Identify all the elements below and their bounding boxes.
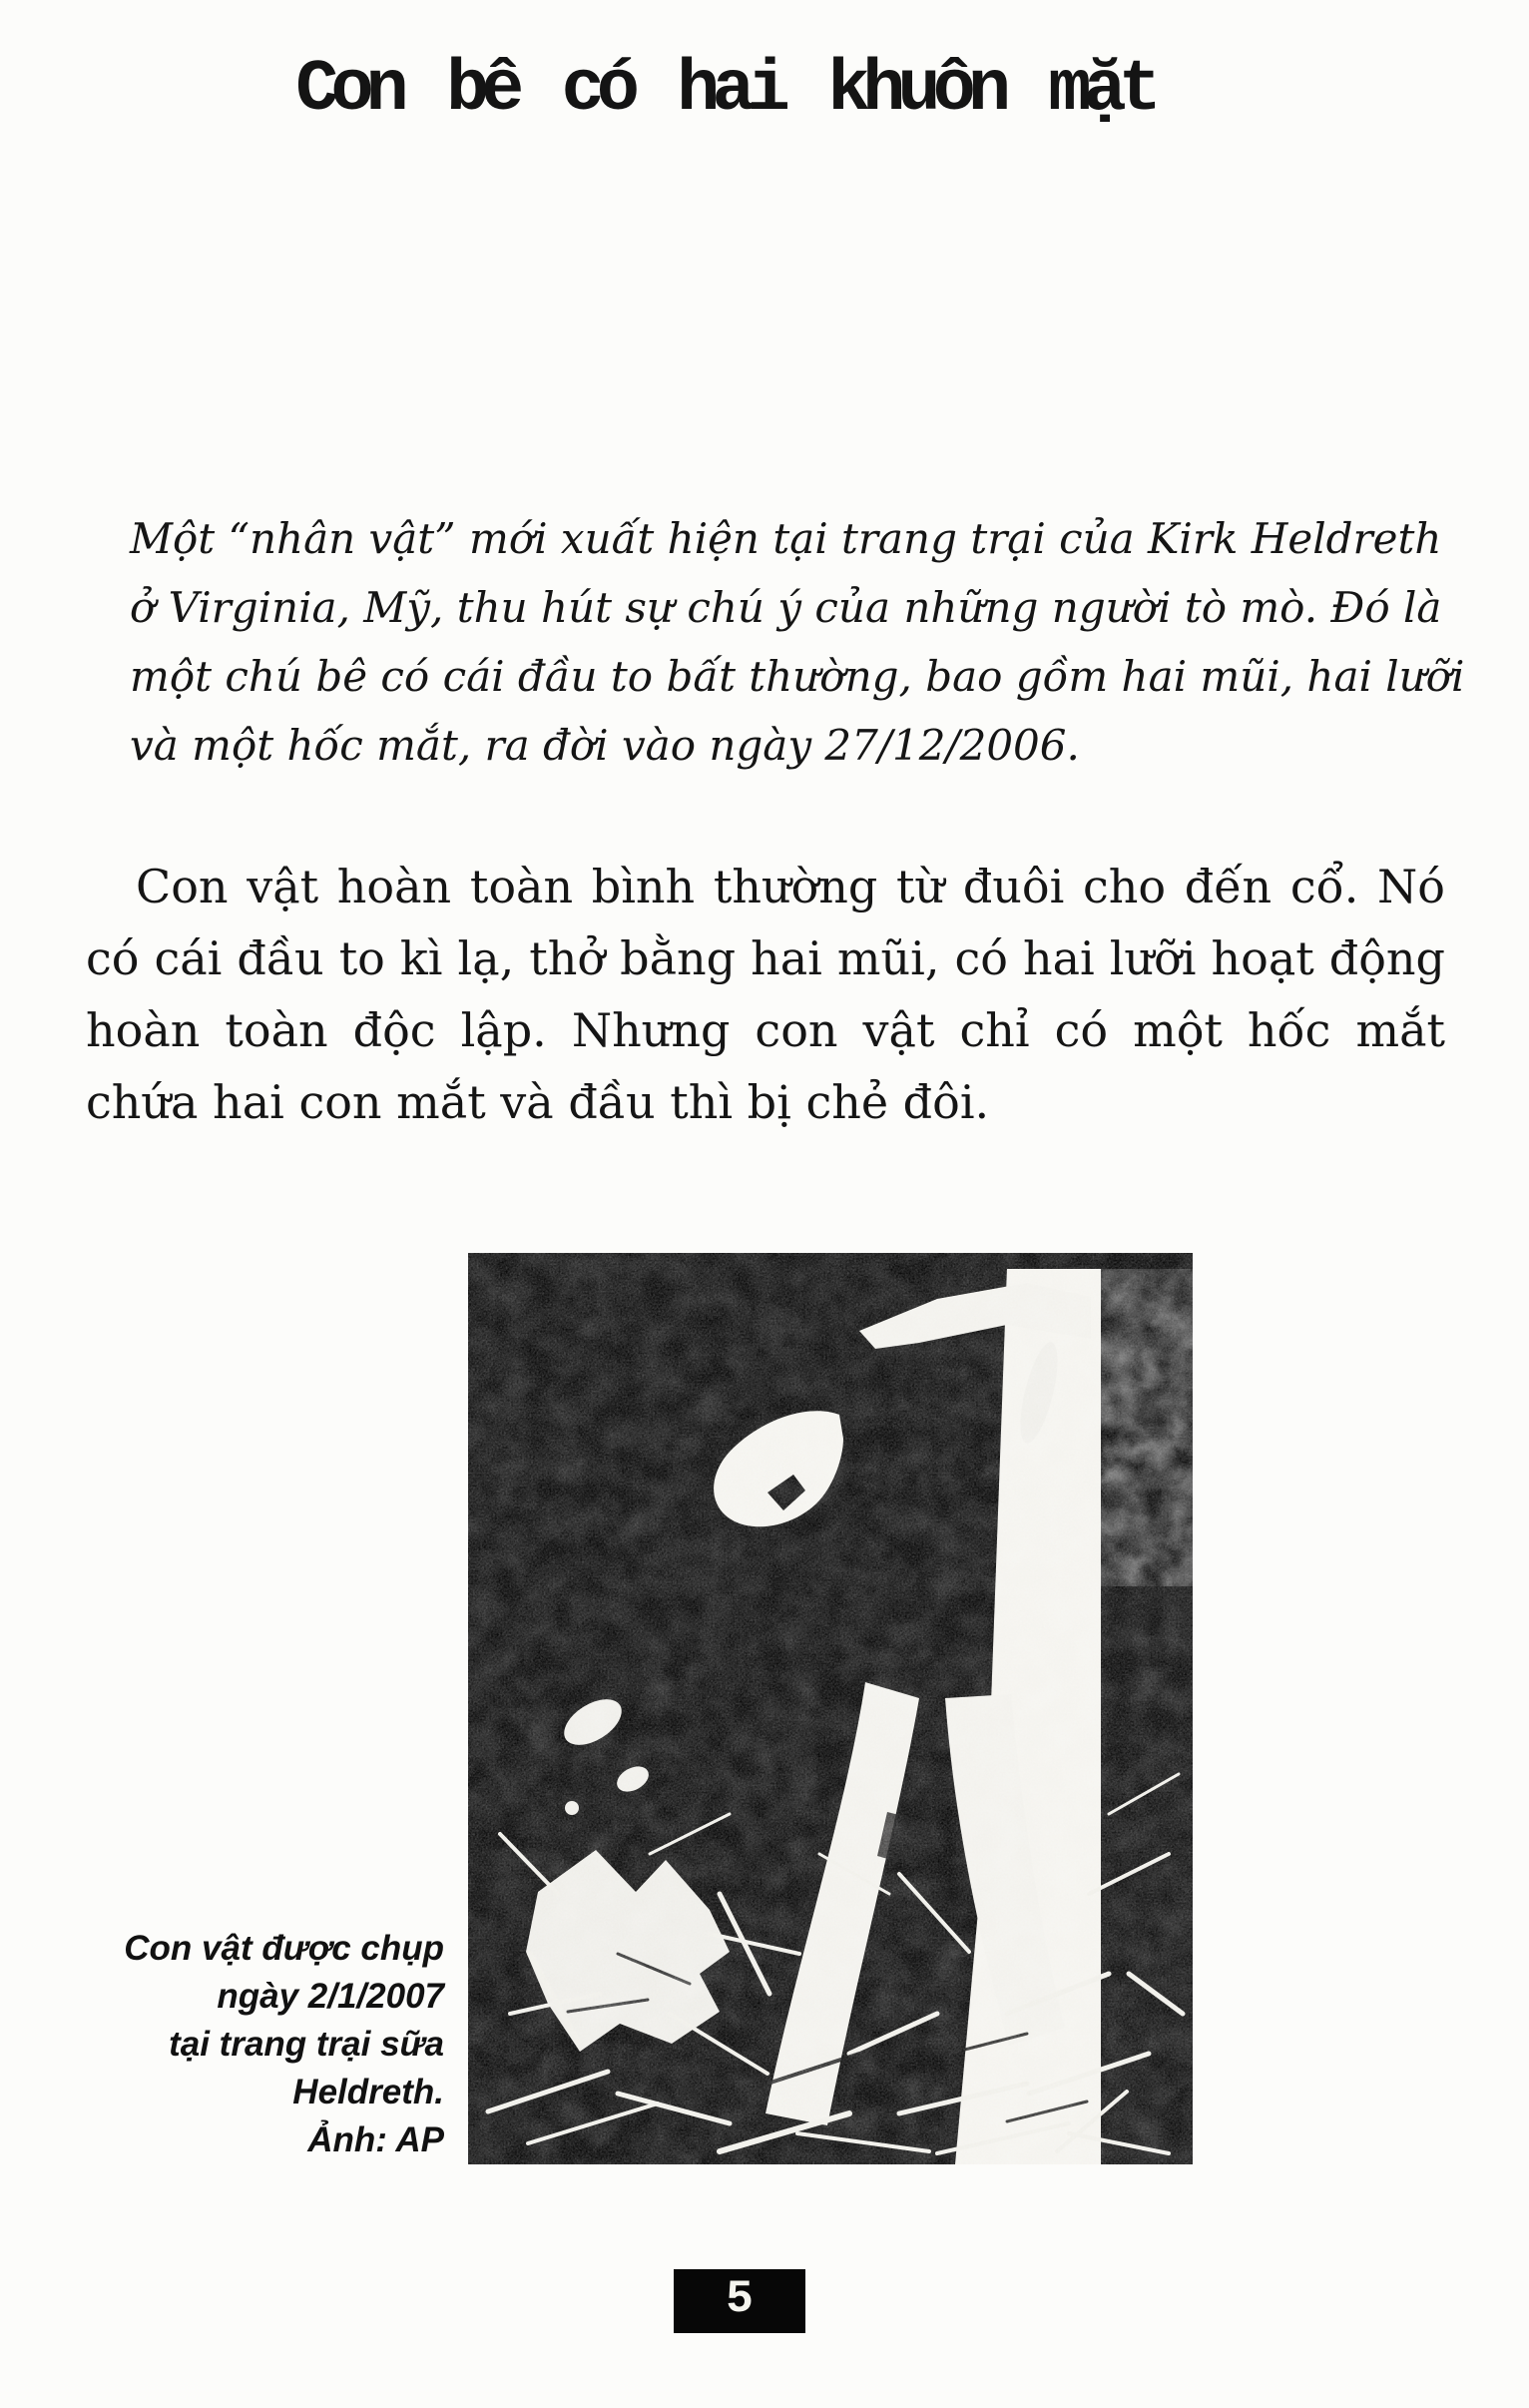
- body-line: hoàn toàn độc lập. Nhưng con vật chỉ có một hốc mắt: [86, 1003, 1445, 1057]
- lead-line: Một “nhân vật” mới xuất hiện tại trang trại của Kirk Heldreth: [130, 514, 1442, 563]
- article-title: Con bê có hai khuôn mặt: [295, 49, 1154, 132]
- lead-line: một chú bê có cái đầu to bất thường, bao gồm hai mũi, hai lưỡi: [130, 652, 1465, 701]
- lead-paragraph: [130, 504, 1465, 780]
- page-number-box: [674, 2269, 805, 2333]
- body-line: có cái đầu to kì lạ, thở bằng hai mũi, có hai lưỡi hoạt động: [86, 931, 1445, 985]
- calf-photo: [468, 1253, 1193, 2164]
- photo-caption: [60, 1925, 444, 2164]
- caption-line: ngày 2/1/2007: [217, 1977, 444, 2016]
- caption-line: Ảnh: AP: [307, 2120, 444, 2159]
- body-paragraph: [86, 851, 1445, 1138]
- lead-line: ở Virginia, Mỹ, thu hút sự chú ý của những người tò mò. Đó là: [130, 583, 1442, 632]
- body-line: Con vật hoàn toàn bình thường từ đuôi cho đến cổ. Nó: [136, 860, 1445, 913]
- caption-line: tại trang trại sữa: [169, 2025, 444, 2064]
- body-line: chứa hai con mắt và đầu thì bị chẻ đôi.: [86, 1075, 990, 1129]
- lead-line: và một hốc mắt, ra đời vào ngày 27/12/2006.: [130, 721, 1080, 770]
- page-number: 5: [726, 2273, 754, 2325]
- caption-line: Con vật được chụp: [124, 1929, 444, 1968]
- caption-line: Heldreth.: [292, 2073, 444, 2111]
